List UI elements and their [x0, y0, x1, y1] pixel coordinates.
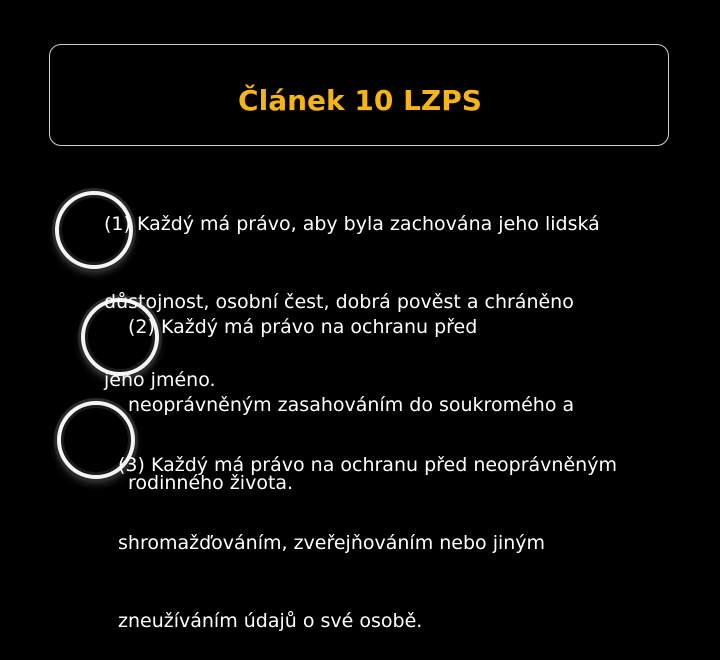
- paragraph-2-line-1: (2) Každý má právo na ochranu před: [128, 316, 478, 338]
- paragraph-3-line-3: zneužíváním údajů o své osobě.: [118, 610, 423, 632]
- paragraph-2-line-2: neoprávněným zasahováním do soukromého a: [128, 394, 575, 416]
- paragraph-1-line-3: jeho jméno.: [104, 369, 216, 391]
- paragraph-3: [118, 400, 617, 660]
- paragraph-3-line-2: shromažďováním, zveřejňováním nebo jiným: [118, 532, 546, 554]
- paragraph-1-line-2: důstojnost, osobní čest, dobrá pověst a chráněno: [104, 291, 574, 313]
- paragraph-1-line-1: (1) Každý má právo, aby byla zachována jeho lidská: [104, 213, 600, 235]
- paragraph-3-line-1: (3) Každý má právo na ochranu před neoprávněným: [118, 454, 617, 476]
- paragraph-2-line-3: rodinného života.: [128, 472, 294, 494]
- slide-title: Článek 10 LZPS: [238, 84, 482, 117]
